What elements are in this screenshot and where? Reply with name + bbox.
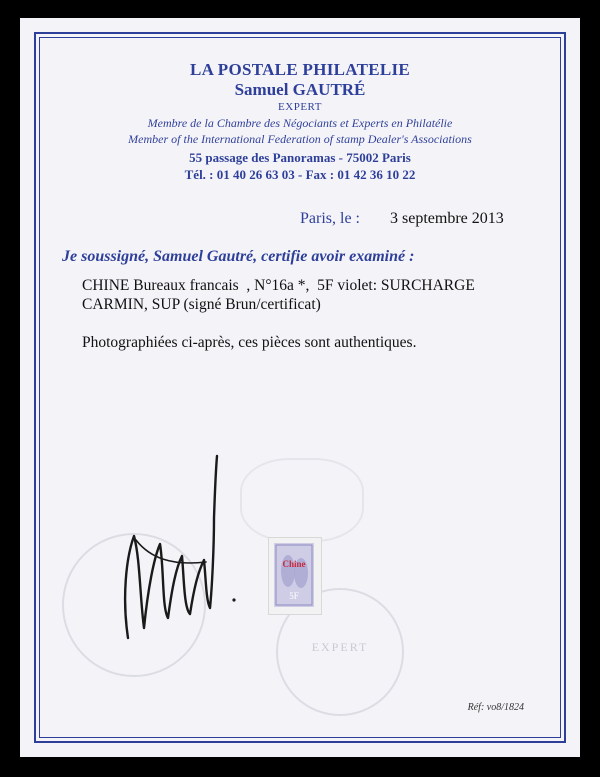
dateline-place: Paris, le : <box>300 210 360 227</box>
item-description <box>82 276 522 314</box>
expert-role: EXPERT <box>278 101 322 113</box>
dateline <box>300 210 504 228</box>
expert-name: Samuel GAUTRÉ <box>234 80 366 99</box>
letterhead <box>20 60 580 183</box>
certificate-sheet <box>20 18 580 757</box>
address: 55 passage des Panoramas - 75002 Paris <box>189 150 411 165</box>
stamp-photo <box>268 537 322 615</box>
postage-stamp-icon <box>274 543 314 607</box>
description-line-1: CHINE Bureaux francais , N°16a *, 5F violet: SURCHARGE <box>82 277 475 294</box>
embossed-seal-icon <box>240 458 364 542</box>
company-name: LA POSTALE PHILATELIE <box>189 60 411 79</box>
stamp-artwork <box>274 543 314 607</box>
membership-french: Membre de la Chambre des Négociants et Experts en Philatélie <box>147 116 453 130</box>
reference-number: Réf: vo8/1824 <box>467 702 524 713</box>
signature-icon <box>110 448 240 658</box>
certificate-date: 3 septembre 2013 <box>390 210 504 227</box>
embossed-expert-seal-icon: EXPERT <box>276 588 404 716</box>
stamp-overprint: Chine <box>282 559 306 569</box>
description-line-2: CARMIN, SUP (signé Brun/certificat) <box>82 296 321 313</box>
membership-english: Member of the International Federation of stamp Dealer's Associations <box>128 132 472 146</box>
certification-statement: Je soussigné, Samuel Gautré, certifie avoir examiné : <box>62 248 415 265</box>
stamp-value: 5F <box>289 591 299 601</box>
phone-fax: Tél. : 01 40 26 63 03 - Fax : 01 42 36 10 22 <box>184 167 416 182</box>
authenticity-statement: Photographiées ci-après, ces pièces sont authentiques. <box>82 334 417 351</box>
